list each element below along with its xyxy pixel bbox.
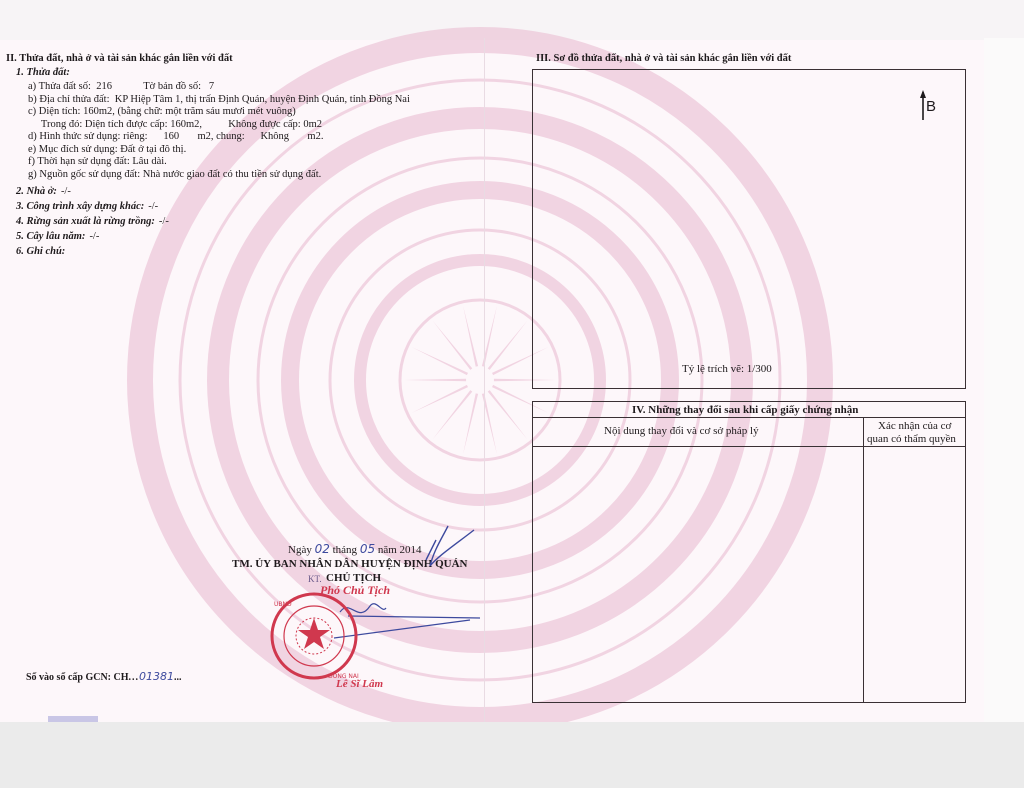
parcel-detail-line: e) Mục đích sử dụng: Đất ở tại đô thị. [28, 143, 187, 155]
date-month-label: tháng [332, 544, 358, 556]
property-item-label: 6. Ghi chú: [16, 246, 66, 257]
property-item [16, 245, 69, 258]
date-month: 05 [359, 542, 376, 556]
issuing-authority: TM. ỦY BAN NHÂN DÂN HUYỆN ĐỊNH QUÁN [232, 558, 468, 570]
page-fold [484, 38, 485, 722]
vice-chairman-stamp: Phó Chủ Tịch [320, 583, 391, 597]
drum-star-ray [463, 306, 478, 367]
drum-star-ray [404, 379, 466, 382]
table-rule [532, 446, 965, 447]
property-item-value: -/- [148, 201, 159, 212]
drum-star-ray [412, 347, 468, 375]
svg-text:UBND: UBND [274, 601, 292, 608]
svg-text:ĐỒNG NAI: ĐỒNG NAI [328, 673, 359, 680]
parcel-title: 1. Thửa đất: [16, 67, 70, 78]
parcel-detail-line: f) Thời hạn sử dụng đất: Lâu dài. [28, 156, 167, 167]
table-rule [532, 417, 965, 418]
property-item [16, 185, 71, 198]
parcel-detail-line: g) Nguồn gốc sử dụng đất: Nhà nước giao đất có thu tiền sử dụng đất. [28, 168, 322, 180]
gcn-register: Số vào sổ cấp GCN: CH...01381... [26, 670, 182, 683]
column-header-confirm-2: quan có thẩm quyền [867, 433, 956, 445]
property-item-value: -/- [60, 186, 71, 197]
kt-abbrev: KT. [308, 574, 322, 584]
property-item-label: 3. Công trình xây dựng khác: [16, 201, 145, 212]
parcel-diagram-box [532, 69, 966, 389]
parcel-detail-line: d) Hình thức sử dụng: riêng: 160 m2, chung: Không m2. [28, 131, 324, 142]
property-item-label: 2. Nhà ở: [16, 186, 57, 197]
drum-star-ray [412, 385, 468, 413]
date-day: 02 [314, 542, 330, 556]
date-prefix: Ngày [288, 544, 312, 556]
column-header-confirm-1: Xác nhận của cơ [878, 420, 952, 432]
parcel-detail-line: a) Thửa đất số: 216 Tờ bản đồ số: 7 [28, 81, 215, 92]
drum-star-ray [488, 390, 528, 439]
property-item-value: -/- [89, 231, 100, 242]
chairman-title: CHỦ TỊCH [326, 572, 382, 584]
section-ii-heading: II. Thửa đất, nhà ở và tài sản khác gắn liền với đất [6, 53, 233, 64]
gcn-label: Số vào sổ cấp GCN: CH [26, 672, 129, 683]
scan-artifact [48, 716, 98, 722]
property-item [16, 200, 158, 213]
table-column-divider [863, 417, 864, 702]
north-label: B [926, 98, 937, 115]
date-year: năm 2014 [377, 544, 422, 556]
property-item [16, 230, 99, 243]
parcel-detail-line: Trong đó: Diện tích được cấp: 160m2, Không được cấp: 0m2 [28, 118, 322, 130]
gcn-number: 01381 [139, 670, 175, 683]
diagram-scale: Tỷ lệ trích vẽ: 1/300 [682, 363, 772, 375]
property-item-label: 5. Cây lâu năm: [16, 231, 86, 242]
official-seal [266, 588, 376, 684]
section-iv-heading: IV. Những thay đổi sau khi cấp giấy chứng nhận [632, 404, 859, 416]
property-item-value: -/- [158, 216, 169, 227]
drum-star-ray [433, 390, 473, 439]
drum-star-ray [488, 321, 528, 370]
property-item [16, 215, 169, 228]
property-item-label: 4. Rừng sản xuất là rừng trồng: [16, 216, 155, 227]
signer-name: Lê Sĩ Lâm [336, 678, 384, 690]
parcel-detail-line: b) Địa chỉ thửa đất: KP Hiệp Tâm 1, thị trấn Định Quán, huyện Định Quán, tỉnh Đồng Nai [28, 93, 410, 105]
drum-star-ray [463, 393, 478, 454]
column-header-content: Nội dung thay đổi và cơ sở pháp lý [604, 425, 759, 437]
drum-star-ray [433, 321, 473, 370]
section-iii-heading: III. Sơ đồ thửa đất, nhà ở và tài sản khác gắn liền với đất [536, 53, 792, 64]
parcel-detail-line: c) Diện tích: 160m2, (bằng chữ: một trăm sáu mươi mét vuông) [28, 106, 296, 117]
